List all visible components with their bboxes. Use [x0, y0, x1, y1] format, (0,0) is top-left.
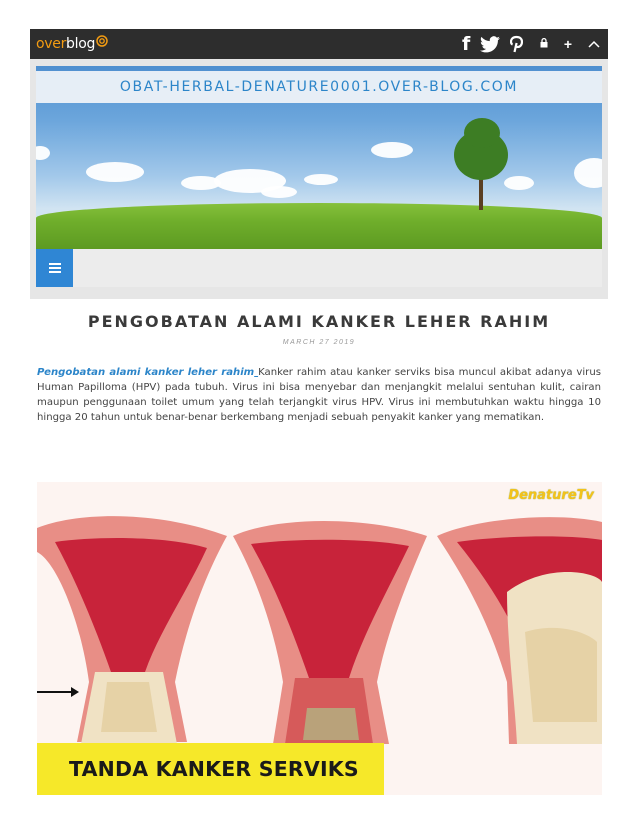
pinterest-icon[interactable] — [510, 35, 523, 53]
lock-icon[interactable] — [540, 35, 548, 53]
logo-blog-text: blog — [66, 36, 96, 52]
social-share-group — [462, 33, 523, 55]
twitter-icon[interactable] — [480, 36, 500, 53]
chevron-up-icon[interactable] — [588, 35, 600, 53]
main-navbar — [36, 249, 602, 287]
post-body — [37, 365, 601, 425]
article-illustration — [37, 482, 602, 795]
post-body-text: Kanker rahim atau kanker serviks bisa muncul akibat adanya virus Human Papilloma (HPV) pada tubuh. Virus ini bisa menyebar dan menjangkit melalui sentuhan kulit, cairan maupun penggunaan toilet umum yang telah terjangkit virus HPV. Virus ini membutuhkan waktu hingga 10 hingga 20 tahun untuk benar-benar berkembang menjadi sebuah penyakit kanker yang mematikan. — [37, 367, 601, 423]
post-title: PENGOBATAN ALAMI KANKER LEHER RAHIM — [87, 312, 551, 331]
plus-icon[interactable]: + — [563, 36, 572, 52]
header-banner-image — [36, 66, 602, 249]
site-header — [30, 59, 608, 299]
image-caption: TANDA KANKER SERVIKS — [37, 743, 384, 795]
overblog-logo[interactable] — [36, 36, 108, 52]
menu-toggle-button[interactable] — [36, 249, 73, 287]
logo-over-text: over — [36, 36, 67, 52]
overblog-topbar — [30, 29, 608, 59]
hamburger-icon — [49, 263, 61, 273]
facebook-icon[interactable]: f — [462, 33, 471, 55]
topbar-right-controls — [540, 29, 600, 59]
post-date: MARCH 27 2019 — [282, 339, 356, 346]
logo-swirl-icon — [96, 35, 108, 47]
grass-hill — [36, 203, 602, 249]
post-lead-link[interactable]: Pengobatan alami kanker leher rahim — [37, 367, 255, 378]
site-title[interactable]: OBAT-HERBAL-DENATURE0001.OVER-BLOG.COM — [36, 71, 602, 103]
denature-tv-logo: DenatureTv — [508, 488, 594, 503]
